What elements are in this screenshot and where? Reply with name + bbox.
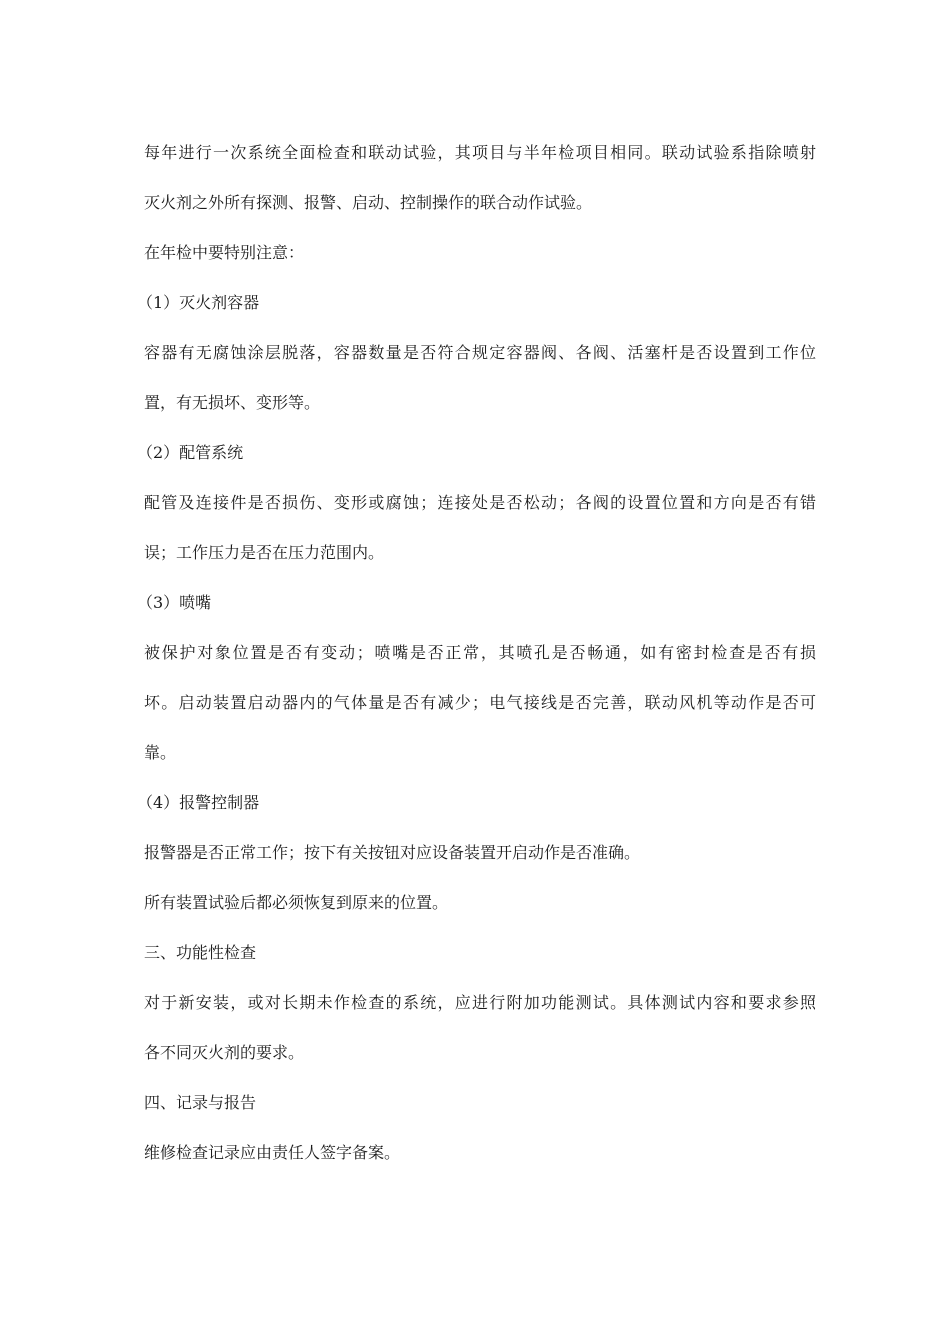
paragraph-line: 在年检中要特别注意：	[144, 243, 305, 262]
section-heading: （4）报警控制器	[137, 793, 260, 812]
paragraph-line: 维修检查记录应由责任人签字备案。	[144, 1143, 401, 1162]
paragraph-line: 配管及连接件是否损伤、变形或腐蚀；连接处是否松动；各阀的设置位置和方向是否有错	[144, 493, 816, 512]
section-heading: 四、记录与报告	[144, 1093, 257, 1112]
paragraph-line: 置，有无损坏、变形等。	[144, 393, 321, 412]
paragraph-line: 报警器是否正常工作；按下有关按钮对应设备装置开启动作是否准确。	[144, 843, 641, 862]
paragraph-line: 所有装置试验后都必须恢复到原来的位置。	[144, 893, 449, 912]
paragraph-line: 靠。	[144, 743, 177, 762]
section-heading: （1）灭火剂容器	[137, 293, 260, 312]
paragraph-line: 每年进行一次系统全面检查和联动试验，其项目与半年检项目相同。联动试验系指除喷射	[144, 143, 816, 162]
paragraph-line: 容器有无腐蚀涂层脱落，容器数量是否符合规定容器阀、各阀、活塞杆是否设置到工作位	[144, 343, 816, 362]
section-heading: 三、功能性检查	[144, 943, 257, 962]
paragraph-line: 误；工作压力是否在压力范围内。	[144, 543, 385, 562]
section-heading: （2）配管系统	[137, 443, 244, 462]
paragraph-line: 对于新安装，或对长期未作检查的系统，应进行附加功能测试。具体测试内容和要求参照	[144, 993, 816, 1012]
paragraph-line: 被保护对象位置是否有变动；喷嘴是否正常，其喷孔是否畅通，如有密封检查是否有损	[144, 643, 816, 662]
paragraph-line: 坏。启动装置启动器内的气体量是否有减少；电气接线是否完善，联动风机等动作是否可	[144, 693, 816, 712]
paragraph-line: 各不同灭火剂的要求。	[144, 1043, 305, 1062]
section-heading: （3）喷嘴	[137, 593, 212, 612]
paragraph-line: 灭火剂之外所有探测、报警、启动、控制操作的联合动作试验。	[144, 193, 593, 212]
